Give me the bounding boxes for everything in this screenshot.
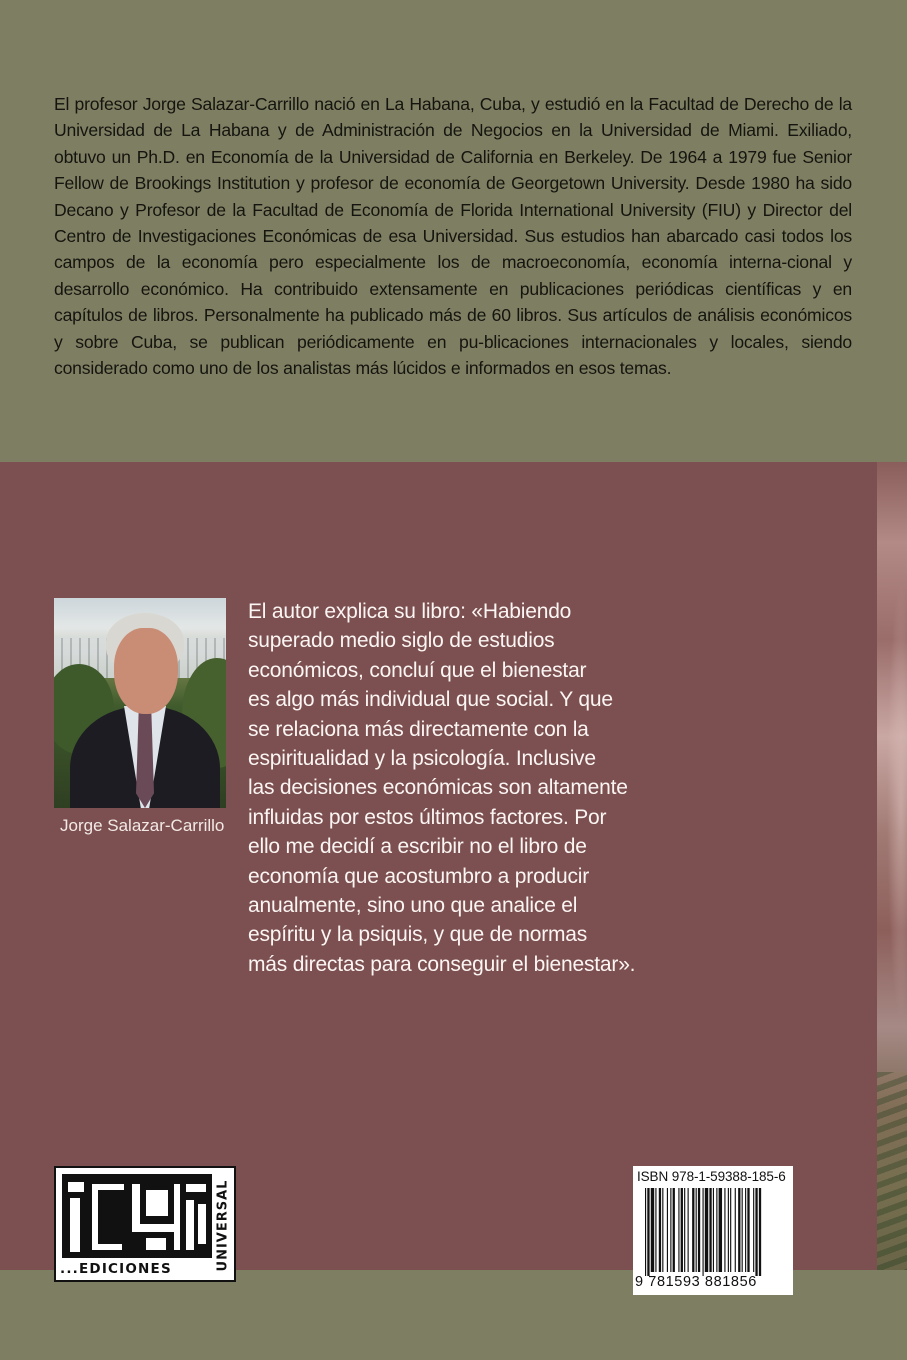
photo-tie — [136, 710, 154, 808]
barcode-bar — [735, 1188, 736, 1272]
barcode-bar — [705, 1188, 708, 1272]
barcode-bar — [713, 1188, 714, 1272]
publisher-logo-mark — [62, 1174, 212, 1258]
barcode-bar — [719, 1188, 722, 1272]
barcode-bar — [716, 1188, 717, 1272]
barcode-bar — [724, 1188, 725, 1272]
barcode-bar — [678, 1188, 679, 1272]
barcode-digits: 9 781593 881856 — [635, 1274, 757, 1290]
barcode-bar — [655, 1188, 656, 1272]
publisher-name-text: ...EDICIONES — [60, 1261, 172, 1277]
barcode-bar — [747, 1188, 749, 1272]
barcode-bar — [662, 1188, 663, 1272]
barcode-bar — [681, 1188, 683, 1272]
barcode-bar — [738, 1188, 740, 1272]
author-quote: El autor explica su libro: «Habiendo superado medio siglo de estudios económicos, concluí que el bienestar es algo más individual que social. Y que se relaciona más directamente con la espiritualidad y la psicología. Inclusive las decisiones económicas son altamente influidas por estos últimos factores. Por ello me decidí a escribir no el libro de economía que acostumbro a producir anualmente, sino uno que analice el espíritu y la psiquis, y que de normas más directas para conseguir el bienestar». — [248, 600, 636, 976]
barcode-bar — [755, 1188, 757, 1276]
barcode-bar — [709, 1188, 711, 1272]
barcode-bar — [647, 1188, 649, 1276]
barcode-bar — [651, 1188, 654, 1272]
barcode-bar — [688, 1188, 689, 1272]
author-biography: El profesor Jorge Salazar-Carrillo nació en La Habana, Cuba, y estudió en la Facultad de Derecho de la Universidad de La Habana y de Administración de Negocios en la Universidad de Miami. Exiliado, obtuvo un Ph.D. en Economía de la Universidad de California en Berkeley. De 1964 a 1979 fue Senior Fellow de Brookings Institution y profesor de economía de Georgetown University. Desde 1980 ha sido Decano y Profesor de la Facultad de Economía de Florida International University (FIU) y Director del Centro de Investigaciones Económicas de esa Universidad. Sus estudios han abarcado casi todos los campos de la economía pero especialmente los de macroeconomía, economía interna-cional y desarrollo económico. Ha contribuido extensamente en publicaciones periódicas científicas y en capítulos de libros. Personalmente ha publicado más de 60 libros. Sus artículos de análisis económicos y sobre Cuba, se publican periódicamente en pu-blicaciones internacionales y locales, siendo considerado como uno de los analistas más lúcidos e informados en esos temas. — [54, 94, 852, 379]
barcode-bar — [730, 1188, 731, 1272]
barcode-bar — [696, 1188, 697, 1272]
author-photo — [54, 598, 226, 808]
barcode-bar — [728, 1188, 729, 1272]
barcode-bar — [698, 1188, 700, 1272]
right-edge-photo-strip — [877, 462, 907, 1270]
barcode-bar — [742, 1188, 743, 1272]
barcode-bar — [673, 1188, 675, 1272]
isbn-label: ISBN 978-1-59388-185-6 — [637, 1169, 786, 1184]
barcode-bar — [659, 1188, 661, 1272]
barcode-bar — [745, 1188, 746, 1272]
barcode-bar — [759, 1188, 761, 1276]
photo-face — [114, 628, 178, 714]
barcode-bar — [645, 1188, 646, 1276]
publisher-logo — [54, 1166, 236, 1282]
photo-caption: Jorge Salazar-Carrillo — [60, 816, 225, 835]
barcode-bar — [667, 1188, 668, 1272]
barcode-bar — [670, 1188, 671, 1272]
barcode-bar — [684, 1188, 685, 1272]
barcode-bar — [692, 1188, 694, 1272]
barcode-bar — [703, 1188, 704, 1276]
barcode-bar — [753, 1188, 754, 1272]
isbn-barcode — [633, 1166, 793, 1295]
publisher-vertical-text: UNIVERSAL — [215, 1179, 231, 1271]
